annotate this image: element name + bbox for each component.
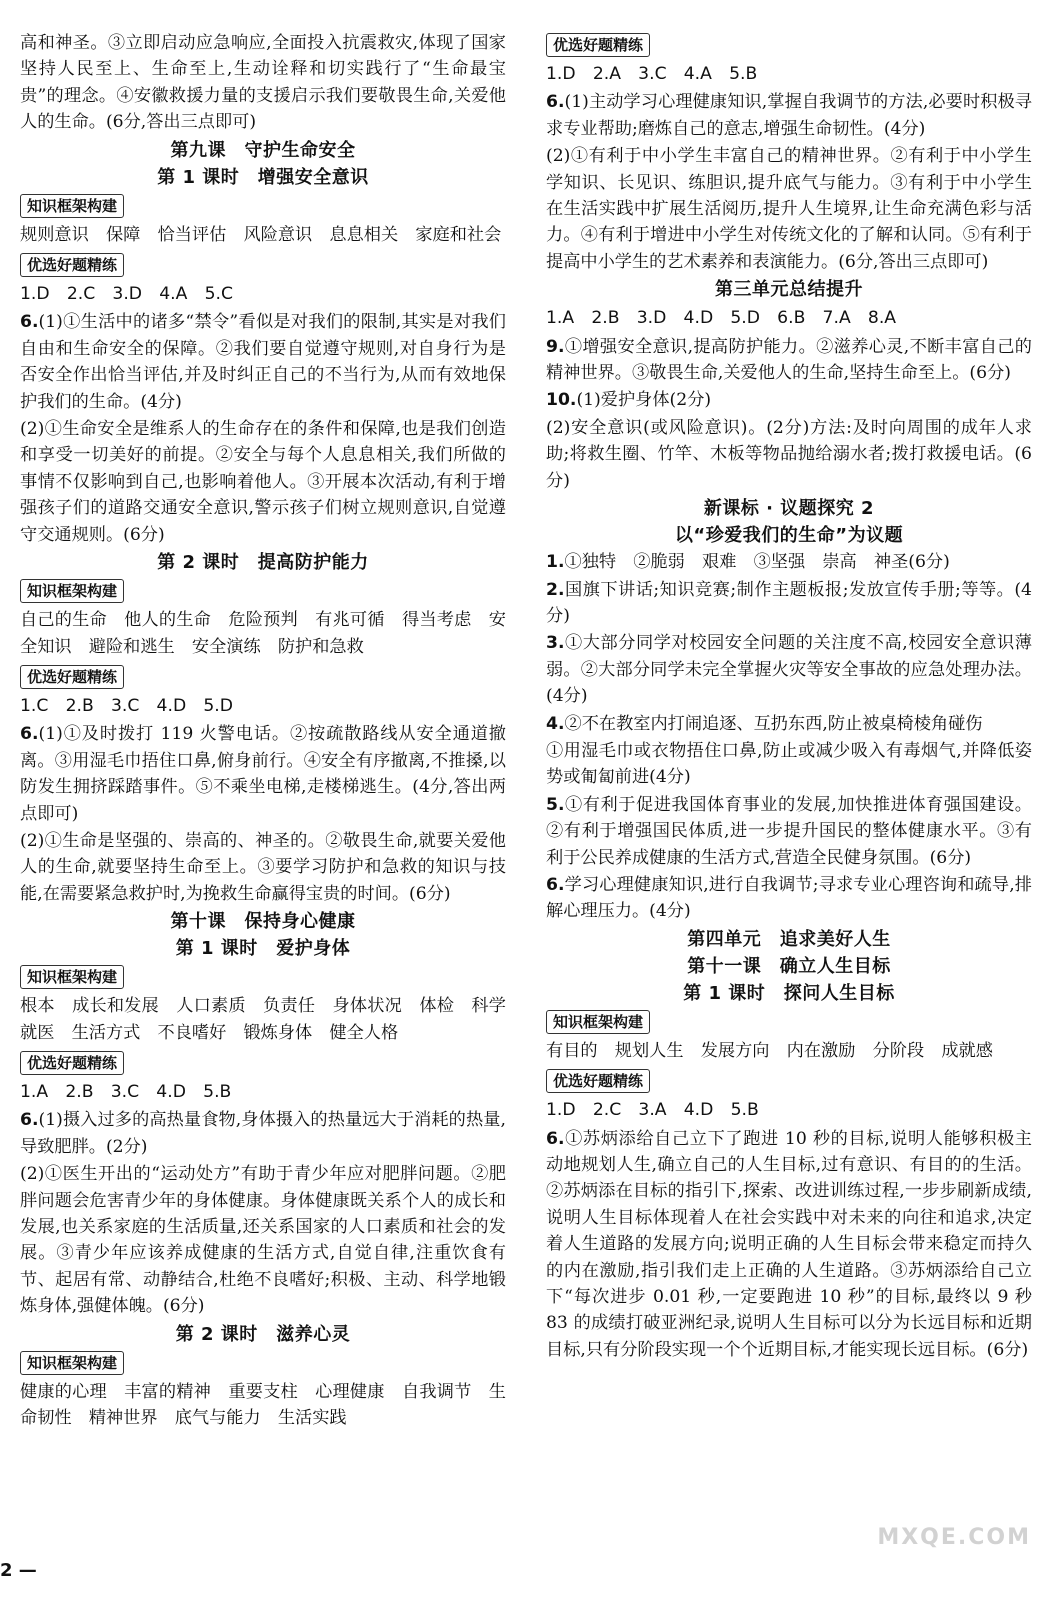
choice-answers: 1.A 2.B 3.D 4.D 5.D 6.B 7.A 8.A bbox=[546, 308, 897, 329]
answer-text: ②不在教室内打闹追逐、互扔东西,防止被桌椅棱角碰伤 bbox=[564, 713, 983, 734]
section-heading: 第 1 课时 爱护身体 bbox=[175, 938, 351, 960]
section-tag-row bbox=[546, 1007, 1032, 1036]
answer-paragraph bbox=[546, 415, 1032, 494]
answer-text: (1)①生活中的诸多“禁令”看似是对我们的限制,其实是对我们自由和生命安全的保障。②我们要自觉遵守规则,对自身行为是否安全作出恰当评估,并及时纠正自己的不当行为,从而有效地保护我们的生命。(4分) bbox=[20, 312, 506, 412]
section-tag: 优选好题精练 bbox=[20, 253, 124, 277]
answer-paragraph bbox=[20, 30, 506, 136]
section-tag-row bbox=[20, 962, 506, 991]
answer-text: ①有利于促进我国体育事业的发展,加快推进体育强国建设。②有利于增强国民体质,进一步提升国民的整体健康水平。③有利于公民养成健康的生活方式,营造全民健身氛围。(6分) bbox=[546, 794, 1032, 868]
section-heading: 第 1 课时 增强安全意识 bbox=[157, 166, 369, 188]
question-number: 6. bbox=[546, 874, 565, 895]
answer-paragraph bbox=[20, 721, 506, 827]
answer-paragraph bbox=[546, 89, 1032, 142]
choice-answers: 1.D 2.C 3.A 4.D 5.B bbox=[546, 1100, 759, 1121]
answer-text: ①大部分同学对校园安全问题的关注度不高,校园安全意识薄弱。②大部分同学未完全掌握火灾等安全事故的应急处理办法。(4分) bbox=[546, 633, 1032, 707]
keyword-list: 健康的心理 丰富的精神 重要支柱 心理健康 自我调节 生命韧性 精神世界 底气与能力 生活实践 bbox=[20, 1381, 506, 1429]
section-tag-row bbox=[20, 662, 506, 691]
answer-text: (1)爱护身体(2分) bbox=[576, 390, 712, 411]
section-tag-row bbox=[20, 250, 506, 279]
section-tag-row bbox=[20, 576, 506, 605]
keyword-list: 规则意识 保障 恰当评估 风险意识 息息相关 家庭和社会 bbox=[20, 224, 502, 245]
answer-paragraph bbox=[546, 872, 1032, 925]
question-number: 9. bbox=[546, 336, 565, 357]
question-number: 3. bbox=[546, 633, 565, 654]
answer-text: (1)①及时拨打 119 火警电话。②按疏散路线从安全通道撤离。③用湿毛巾捂住口鼻,俯身前行。④安全有序撤离,不推搡,以防发生拥挤踩踏事件。⑤不乘坐电梯,走楼梯逃生。(4分,答出两点即可) bbox=[20, 724, 506, 824]
answer-text: ①苏炳添给自己立下了跑进 10 秒的目标,说明人能够积极主动地规划人生,确立自己的人生目标,过有意识、有目的的生活。②苏炳添在目标的指引下,探索、改进训练过程,一步步刷新成绩,说明人生目标体现着人在社会实践中对未来的向往和追求,决定着人生道路的发展方向;说明正确的人生目标会带来稳定而持久的内在激励,指引我们走上正确的人生道路。③苏炳添给自己立下“每次进步 0.01 秒,一定要跑进 10 秒”的目标,最终以 9 秒 83 的成绩打破亚洲纪录,说明人生目标可以分为长远目标和近期目标,只有分阶段实现一个个近期目标,才能实现长远目标。(6分) bbox=[546, 1128, 1032, 1360]
section-tag: 知识框架构建 bbox=[20, 579, 124, 603]
answer-text: 学习心理健康知识,进行自我调节;寻求专业心理咨询和疏导,排解心理压力。(4分) bbox=[546, 874, 1032, 922]
question-number: 1. bbox=[546, 552, 565, 573]
section-tag-row bbox=[546, 1066, 1032, 1095]
question-number: 6. bbox=[20, 312, 39, 333]
answer-paragraph bbox=[546, 387, 1032, 413]
answer-paragraph bbox=[546, 143, 1032, 275]
section-tag: 知识框架构建 bbox=[20, 194, 124, 218]
answer-text: ①用湿毛巾或衣物捂住口鼻,防止或减少吸入有毒烟气,并降低姿势或匍匐前进(4分) bbox=[546, 740, 1032, 788]
section-tag: 优选好题精练 bbox=[20, 665, 124, 689]
section-tag-row bbox=[546, 30, 1032, 59]
answer-text: (1)摄入过多的高热量食物,身体摄入的热量远大于消耗的热量,导致肥胖。(2分) bbox=[20, 1110, 506, 1157]
section-tag: 知识框架构建 bbox=[20, 1351, 124, 1375]
page-number: 2 — bbox=[0, 1560, 37, 1581]
answer-paragraph bbox=[546, 549, 1032, 575]
answer-paragraph bbox=[546, 577, 1032, 630]
question-number: 6. bbox=[20, 1110, 39, 1131]
answer-text: (2)①医生开出的“运动处方”有助于青少年应对肥胖问题。②肥胖问题会危害青少年的身体健康。身体健康既关系个人的成长和发展,也关系家庭的生活质量,还关系国家的人口素质和社会的发展。③青少年应该养成健康的生活方式,自觉自律,注重饮食有节、起居有常、动静结合,杜绝不良嗜好;积极、主动、科学地锻炼身体,强健体魄。(6分) bbox=[20, 1164, 506, 1317]
answer-paragraph bbox=[20, 1161, 506, 1319]
answer-paragraph bbox=[20, 309, 506, 415]
answer-paragraph bbox=[20, 828, 506, 907]
section-tag: 知识框架构建 bbox=[20, 965, 124, 989]
question-number: 6. bbox=[546, 92, 565, 113]
answer-paragraph bbox=[20, 416, 506, 548]
section-tag-row bbox=[20, 191, 506, 220]
answer-text: ①增强安全意识,提高防护能力。②滋养心灵,不断丰富自己的精神世界。③敬畏生命,关爱他人的生命,坚持生命至上。(6分) bbox=[546, 336, 1032, 384]
keyword-list: 根本 成长和发展 人口素质 负责任 身体状况 体检 科学就医 生活方式 不良嗜好 锻炼身体 健全人格 bbox=[20, 996, 506, 1043]
answer-paragraph bbox=[546, 1126, 1032, 1364]
keyword-list: 自己的生命 他人的生命 危险预判 有兆可循 得当考虑 安全知识 避险和逃生 安全演练 防护和急救 bbox=[20, 610, 506, 657]
section-tag: 知识框架构建 bbox=[546, 1010, 650, 1034]
section-heading: 第十课 保持身心健康 bbox=[170, 911, 356, 933]
section-tag: 优选好题精练 bbox=[546, 33, 650, 57]
question-number: 10. bbox=[546, 390, 577, 411]
section-tag: 优选好题精练 bbox=[546, 1069, 650, 1093]
question-number: 4. bbox=[546, 713, 565, 734]
section-heading: 第 2 课时 滋养心灵 bbox=[175, 1323, 351, 1345]
keyword-list: 有目的 规划人生 发展方向 内在激励 分阶段 成就感 bbox=[546, 1040, 993, 1061]
answer-paragraph bbox=[546, 711, 1032, 737]
section-heading: 第 2 课时 提高防护能力 bbox=[157, 552, 369, 574]
section-heading: 第十一课 确立人生目标 bbox=[687, 955, 891, 977]
section-heading: 新课标 · 议题探究 2 bbox=[703, 498, 875, 520]
answer-text: ①独特 ②脆弱 艰难 ③坚强 崇高 神圣(6分) bbox=[564, 552, 950, 573]
section-heading: 以“珍爱我们的生命”为议题 bbox=[674, 525, 904, 547]
right-column bbox=[546, 30, 1032, 1364]
answer-text: (1)主动学习心理健康知识,掌握自我调节的方法,必要时积极寻求专业帮助;磨炼自己的意志,增强生命韧性。(4分) bbox=[546, 92, 1032, 139]
section-tag-row bbox=[20, 1348, 506, 1377]
choice-answers: 1.C 2.B 3.C 4.D 5.D bbox=[20, 695, 234, 716]
answer-text: (2)①有利于中小学生丰富自己的精神世界。②有利于中小学生学知识、长见识、练胆识,提升底气与能力。③有利于中小学生在生活实践中扩展生活阅历,提升人生境界,让生命充满色彩与活力。④有利于增进中小学生对传统文化的了解和认同。⑤有利于提高中小学生的艺术素养和表演能力。(6分,答出三点即可) bbox=[546, 146, 1032, 272]
question-number: 5. bbox=[546, 794, 565, 815]
section-tag-row bbox=[20, 1048, 506, 1077]
watermark: MXQE.COM bbox=[877, 1525, 1031, 1550]
answer-text: 国旗下讲话;知识竞赛;制作主题板报;发放宣传手册;等等。(4分) bbox=[546, 579, 1032, 626]
section-heading: 第 1 课时 探问人生目标 bbox=[683, 982, 895, 1004]
answer-text: (2)①生命安全是维系人的生命存在的条件和保障,也是我们创造和享受一切美好的前提。②安全与每个人息息相关,我们所做的事情不仅影响到自己,也影响着他人。③开展本次活动,有利于增强孩子们的道路交通安全意识,警示孩子们树立规则意识,自觉遵守交通规则。(6分) bbox=[20, 419, 506, 545]
choice-answers: 1.A 2.B 3.C 4.D 5.B bbox=[20, 1081, 232, 1102]
question-number: 6. bbox=[546, 1128, 565, 1149]
section-heading: 第三单元总结提升 bbox=[715, 279, 863, 301]
section-heading: 第九课 守护生命安全 bbox=[170, 139, 356, 161]
choice-answers: 1.D 2.C 3.D 4.A 5.C bbox=[20, 284, 233, 305]
left-column bbox=[20, 30, 506, 1433]
answer-text: (2)①生命是坚强的、崇高的、神圣的。②敬畏生命,就要关爱他人的生命,就要坚持生命至上。③要学习防护和急救的知识与技能,在需要紧急救护时,为挽救生命赢得宝贵的时间。(6分) bbox=[20, 830, 506, 904]
section-tag: 优选好题精练 bbox=[20, 1051, 124, 1075]
question-number: 6. bbox=[20, 724, 39, 745]
answer-paragraph bbox=[546, 334, 1032, 387]
answer-text: 高和神圣。③立即启动应急响应,全面投入抗震救灾,体现了国家坚持人民至上、生命至上,生动诠释和切实践行了“生命最宝贵”的理念。④安徽救援力量的支援启示我们要敬畏生命,关爱他人的生命。(6分,答出三点即可) bbox=[20, 33, 506, 133]
section-heading: 第四单元 追求美好人生 bbox=[687, 928, 891, 950]
answer-paragraph bbox=[546, 792, 1032, 871]
question-number: 2. bbox=[546, 579, 565, 600]
answer-text: (2)安全意识(或风险意识)。(2分)方法:及时向周围的成年人求助;将救生圈、竹竿、木板等物品抛给溺水者;拨打救援电话。(6分) bbox=[546, 417, 1032, 491]
choice-answers: 1.D 2.A 3.C 4.A 5.B bbox=[546, 64, 758, 84]
answer-paragraph bbox=[546, 738, 1032, 791]
answer-paragraph bbox=[546, 630, 1032, 709]
answer-paragraph bbox=[20, 1107, 506, 1160]
